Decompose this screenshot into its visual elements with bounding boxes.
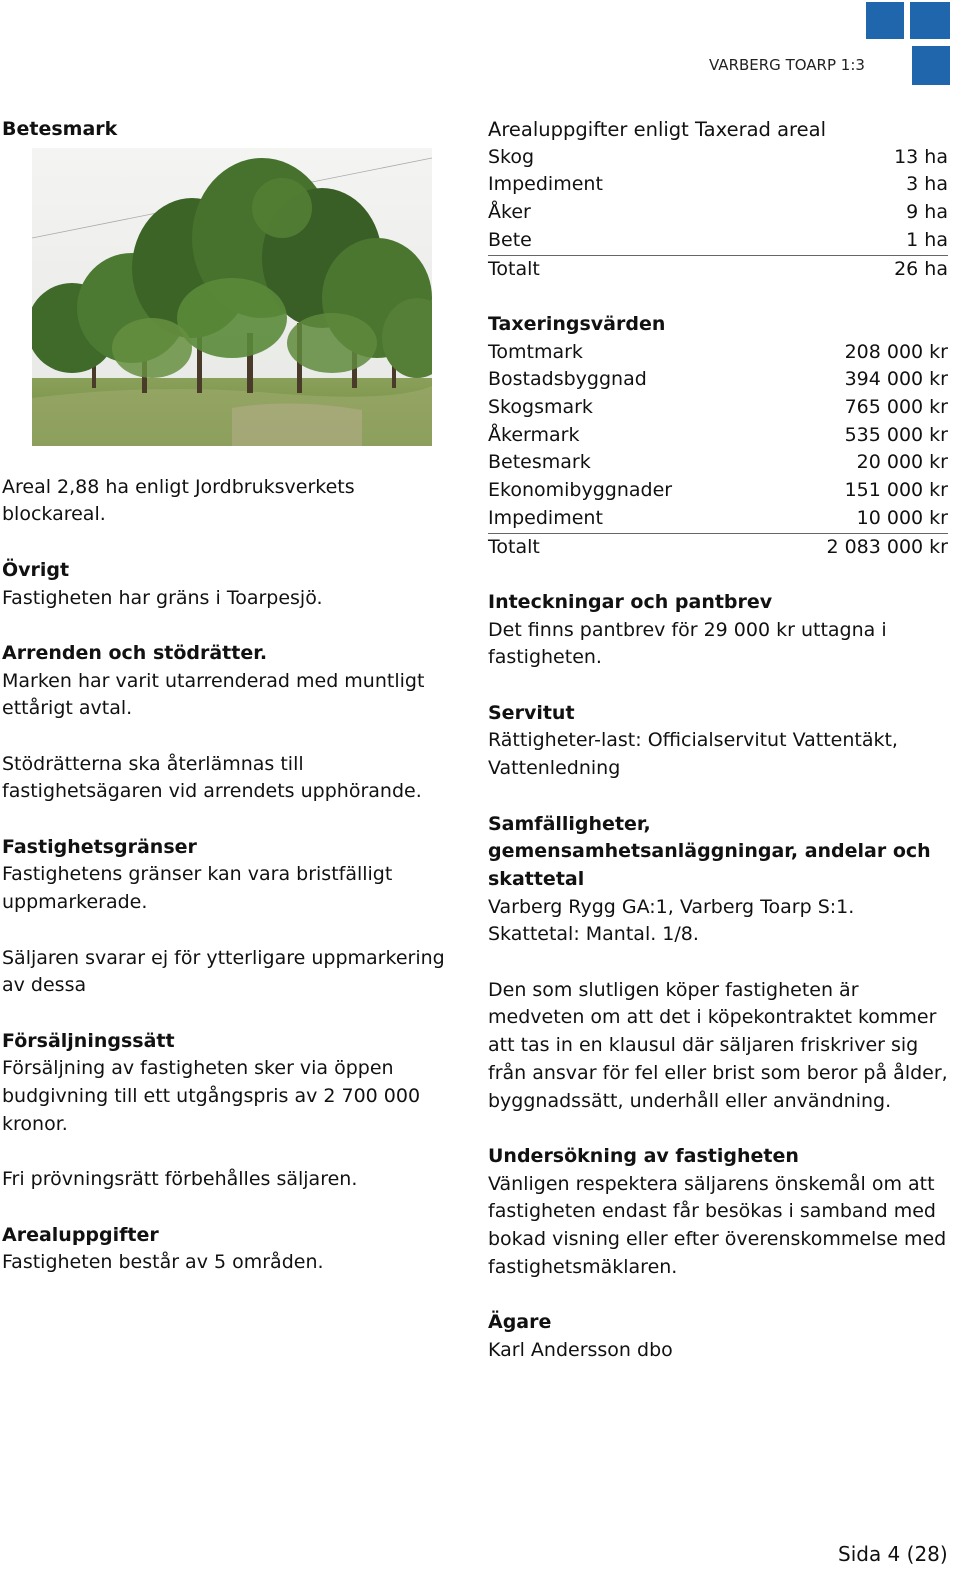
inteckningar-text: Det finns pantbrev för 29 000 kr uttagna i fastigheten. (488, 618, 887, 669)
forsaljning-text: Försäljning av fastigheten sker via öppen budgivning till ett utgångspris av 2 700 000 kronor. (2, 1057, 421, 1135)
logo-square (912, 46, 950, 85)
areal-heading: Arealuppgifter (2, 1223, 159, 1246)
saljaren-text: Säljaren svarar ej för ytterligare uppmarkering av dessa (2, 946, 445, 997)
table-row: Åker 9 ha (488, 201, 948, 224)
left-column (2, 116, 462, 1277)
undersokning-text: Vänligen respektera säljarens önskemål om att fastigheten endast får besökas i samband med bokad visning eller efter överenskommelse med fastighetsmäklaren. (488, 1172, 947, 1278)
ovrigt-heading: Övrigt (2, 558, 70, 581)
right-column (488, 116, 948, 1365)
ovrigt-text: Fastigheten har gräns i Toarpesjö. (2, 586, 323, 609)
granser-heading: Fastighetsgränser (2, 835, 197, 858)
agare-heading: Ägare (488, 1311, 552, 1334)
table-row: Åkermark 535 000 kr (488, 423, 948, 446)
samfalligheter-heading: Samfälligheter, gemensamhetsanläggningar, andelar och skattetal (488, 812, 931, 890)
undersokning-heading: Undersökning av fastigheten (488, 1144, 799, 1167)
kopare-clause-text: Den som slutligen köper fastigheten är medveten om att det i köpekontraktet kommer att tas in en klausul där säljaren friskriver sig från ansvar för fel eller brist som beror på ålder, byggnadssätt, underhåll eller användning. (488, 978, 948, 1112)
arrenden-heading: Arrenden och stödrätter. (2, 641, 268, 664)
page-number: Sida 4 (28) (838, 1542, 948, 1566)
table-row: Impediment 3 ha (488, 173, 948, 196)
logo-square (910, 2, 950, 39)
areal-text: Fastigheten består av 5 områden. (2, 1251, 324, 1274)
tax-table (488, 339, 948, 562)
brand-logo (864, 0, 952, 88)
provning-text: Fri prövningsrätt förbehålles säljaren. (2, 1168, 358, 1191)
table-row: Ekonomibyggnader 151 000 kr (488, 479, 948, 502)
stodratter-text: Stödrätterna ska återlämnas till fastighetsägaren vid arrendets upphörande. (2, 752, 422, 803)
inteckningar-heading: Inteckningar och pantbrev (488, 590, 773, 613)
servitut-text: Rättigheter-last: Officialservitut Vattentäkt, Vattenledning (488, 729, 898, 780)
areal-table-title: Arealuppgifter enligt Taxerad areal (488, 118, 827, 141)
table-row: Skog 13 ha (488, 145, 948, 168)
logo-square (866, 2, 904, 39)
table-row: Betesmark 20 000 kr (488, 451, 948, 474)
table-row: Skogsmark 765 000 kr (488, 396, 948, 419)
table-row: Bostadsbyggnad 394 000 kr (488, 368, 948, 391)
document-title: VARBERG TOARP 1:3 (709, 56, 865, 74)
table-total-row: Totalt 2 083 000 kr (488, 533, 948, 562)
table-total-row: Totalt 26 ha (488, 255, 948, 284)
servitut-heading: Servitut (488, 701, 575, 724)
area-note: Areal 2,88 ha enligt Jordbruksverkets blockareal. (2, 475, 355, 526)
table-row: Bete 1 ha (488, 228, 948, 251)
table-row: Tomtmark 208 000 kr (488, 340, 948, 363)
agare-text: Karl Andersson dbo (488, 1338, 673, 1361)
skattetal-line: Skattetal: Mantal. 1/8. (488, 923, 699, 946)
table-row: Impediment 10 000 kr (488, 506, 948, 529)
areal-table (488, 144, 948, 284)
tree-landscape-photo (32, 148, 432, 446)
granser-text: Fastighetens gränser kan vara bristfälligt uppmarkerade. (2, 863, 393, 914)
tax-heading: Taxeringsvärden (488, 312, 666, 335)
samfalligheter-line: Varberg Rygg GA:1, Varberg Toarp S:1. (488, 895, 855, 918)
arrenden-text: Marken har varit utarrenderad med muntligt ettårigt avtal. (2, 669, 425, 720)
forsaljning-heading: Försäljningssätt (2, 1029, 175, 1052)
photo-heading: Betesmark (2, 118, 118, 140)
